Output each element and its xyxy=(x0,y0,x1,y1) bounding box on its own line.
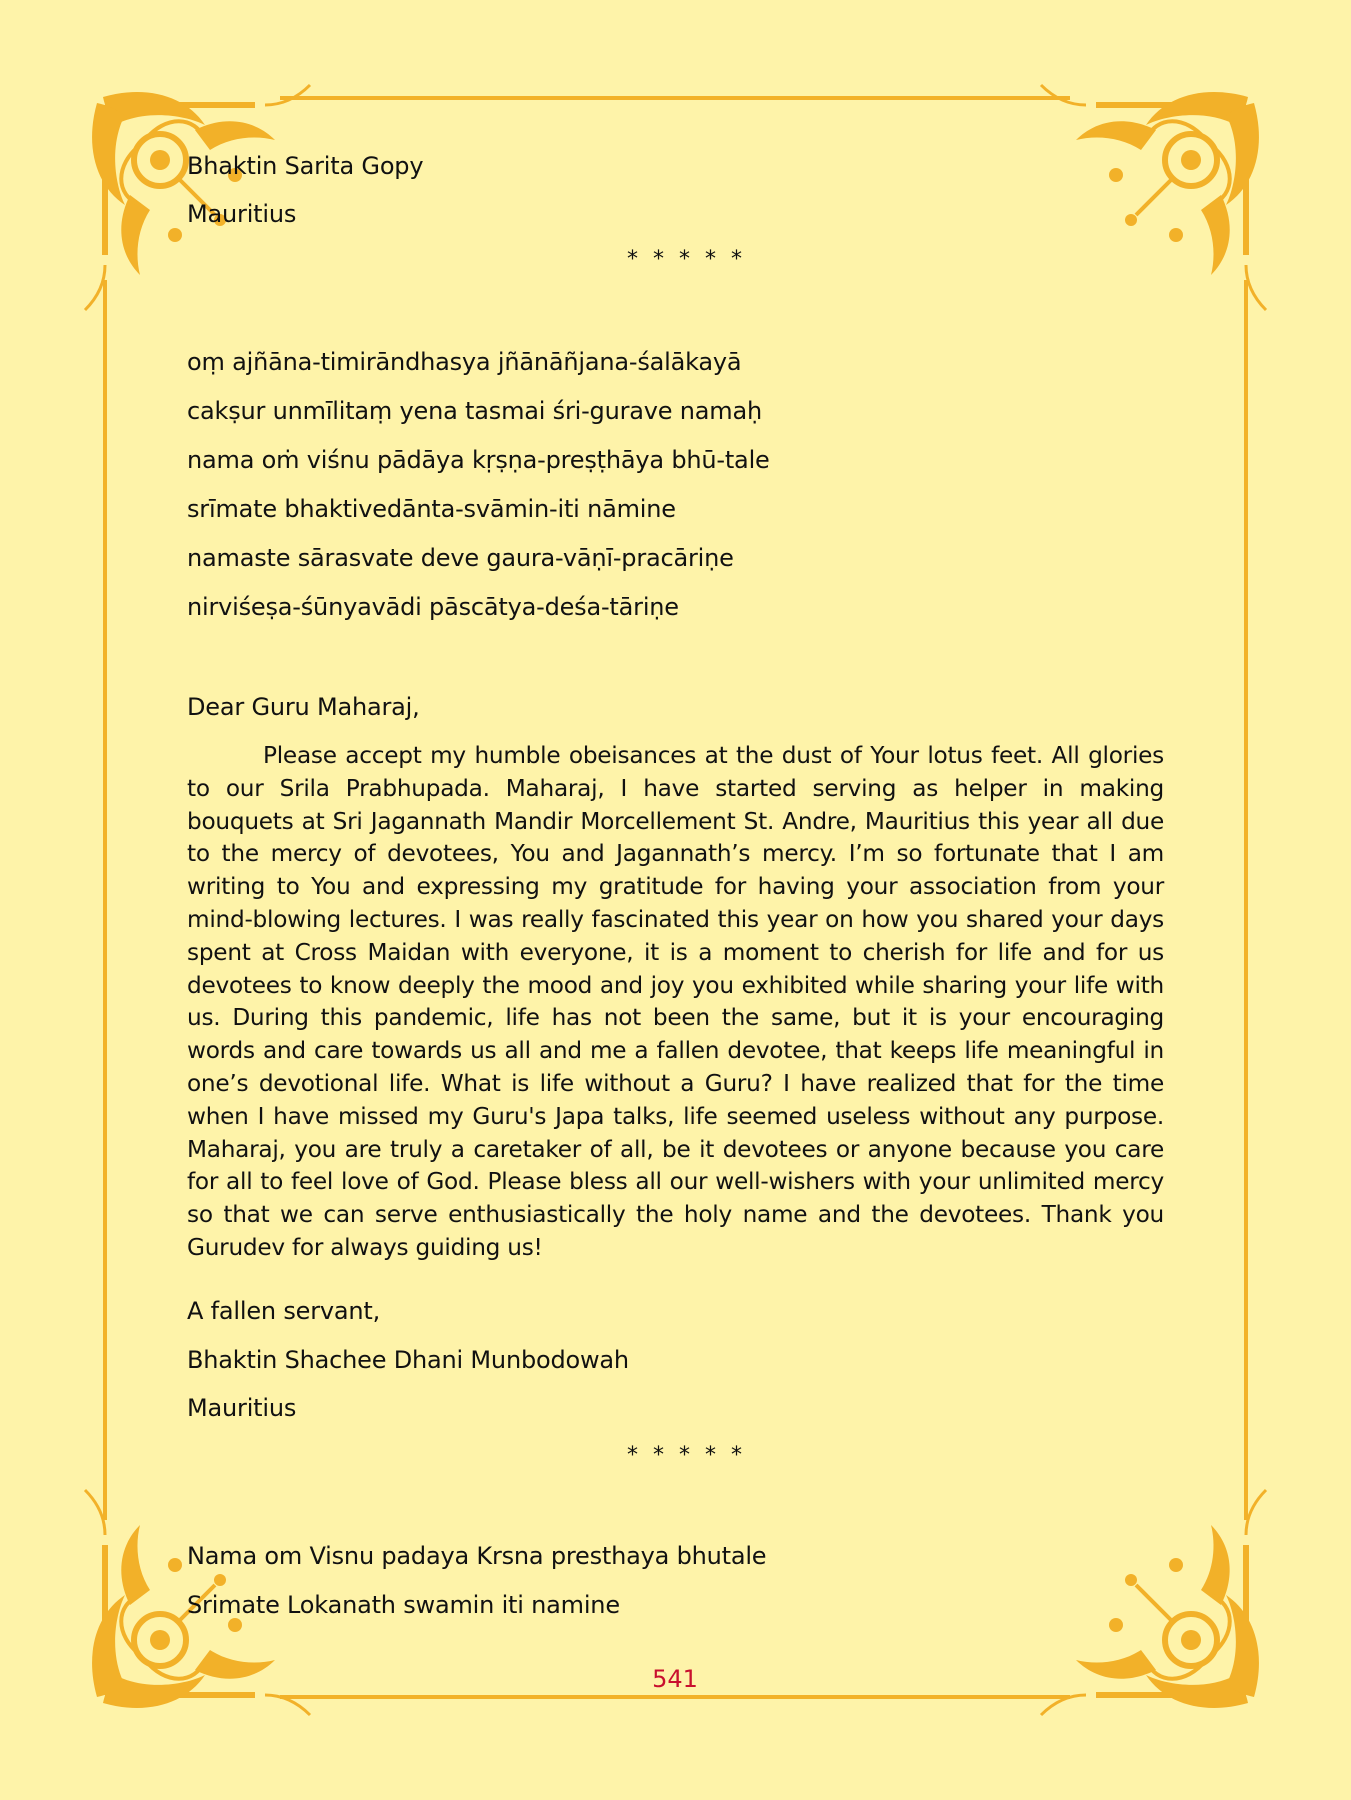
separator-top: * * * * * xyxy=(627,247,746,272)
invocation-line-1: oṃ ajñāna-timirāndhasya jñānāñjana-śalākayā xyxy=(187,348,742,376)
separator-bottom: * * * * * xyxy=(627,1443,746,1468)
signature-name: Bhaktin Shachee Dhani Munbodowah xyxy=(187,1346,629,1374)
letter-body: Please accept my humble obeisances at the dust of Your lotus feet. All glories to our Srila Prabhupada. Maharaj, I have started serving as helper in making bouquets at Sri Jagannath Mandir Morcellement St. Andre, Mauritius this year all due to the mercy of devotees, You and Jagannath’s mercy. I’m so fortunate that I am writing to You and expressing my gratitude for having your association from your mind-blowing lectures. I was really fascinated this year on how you shared your days spent at Cross Maidan with everyone, it is a moment to cherish for life and for us devotees to know deeply the mood and joy you exhibited while sharing your life with us. During this pandemic, life has not been the same, but it is your encouraging words and care towards us all and me a fallen devotee, that keeps life meaningful in one’s devotional life. What is life without a Guru? I have realized that for the time when I have missed my Guru's Japa talks, life seemed useless without any purpose. Maharaj, you are truly a caretaker of all, be it devotees or anyone because you care for all to feel love of God. Please bless all our well-wishers with your unlimited mercy so that we can serve enthusiastically the holy name and the devotees. Thank you Gurudev for always guiding us! xyxy=(187,742,1164,1261)
salutation: Dear Guru Maharaj, xyxy=(187,693,420,721)
previous-signature-name: Bhaktin Sarita Gopy xyxy=(187,152,424,180)
previous-signature-country: Mauritius xyxy=(187,200,297,228)
next-invocation-line-2: Srimate Lokanath swamin iti namine xyxy=(187,1591,620,1619)
signature-country: Mauritius xyxy=(187,1394,297,1422)
corner-ornament-top-right xyxy=(1041,85,1266,310)
invocation-line-4: srīmate bhaktivedānta-svāmin-iti nāmine xyxy=(187,495,676,523)
invocation-line-5: namaste sārasvate deve gaura-vāṇī-pracāriṇe xyxy=(187,544,734,572)
invocation-line-6: nirviśeṣa-śūnyavādi pāscātya-deśa-tāriṇe xyxy=(187,593,679,621)
page-number: 541 xyxy=(652,1665,698,1693)
corner-ornament-bottom-right xyxy=(1041,1490,1266,1715)
invocation-line-3: nama oṁ viśnu pādāya kṛṣṇa-preṣṭhāya bhū-tale xyxy=(187,446,770,474)
corner-ornament-top-left xyxy=(85,85,310,310)
valediction: A fallen servant, xyxy=(187,1297,381,1325)
invocation-line-2: cakṣur unmīlitaṃ yena tasmai śri-gurave namaḥ xyxy=(187,397,762,425)
next-invocation-line-1: Nama om Visnu padaya Krsna presthaya bhutale xyxy=(187,1542,767,1570)
